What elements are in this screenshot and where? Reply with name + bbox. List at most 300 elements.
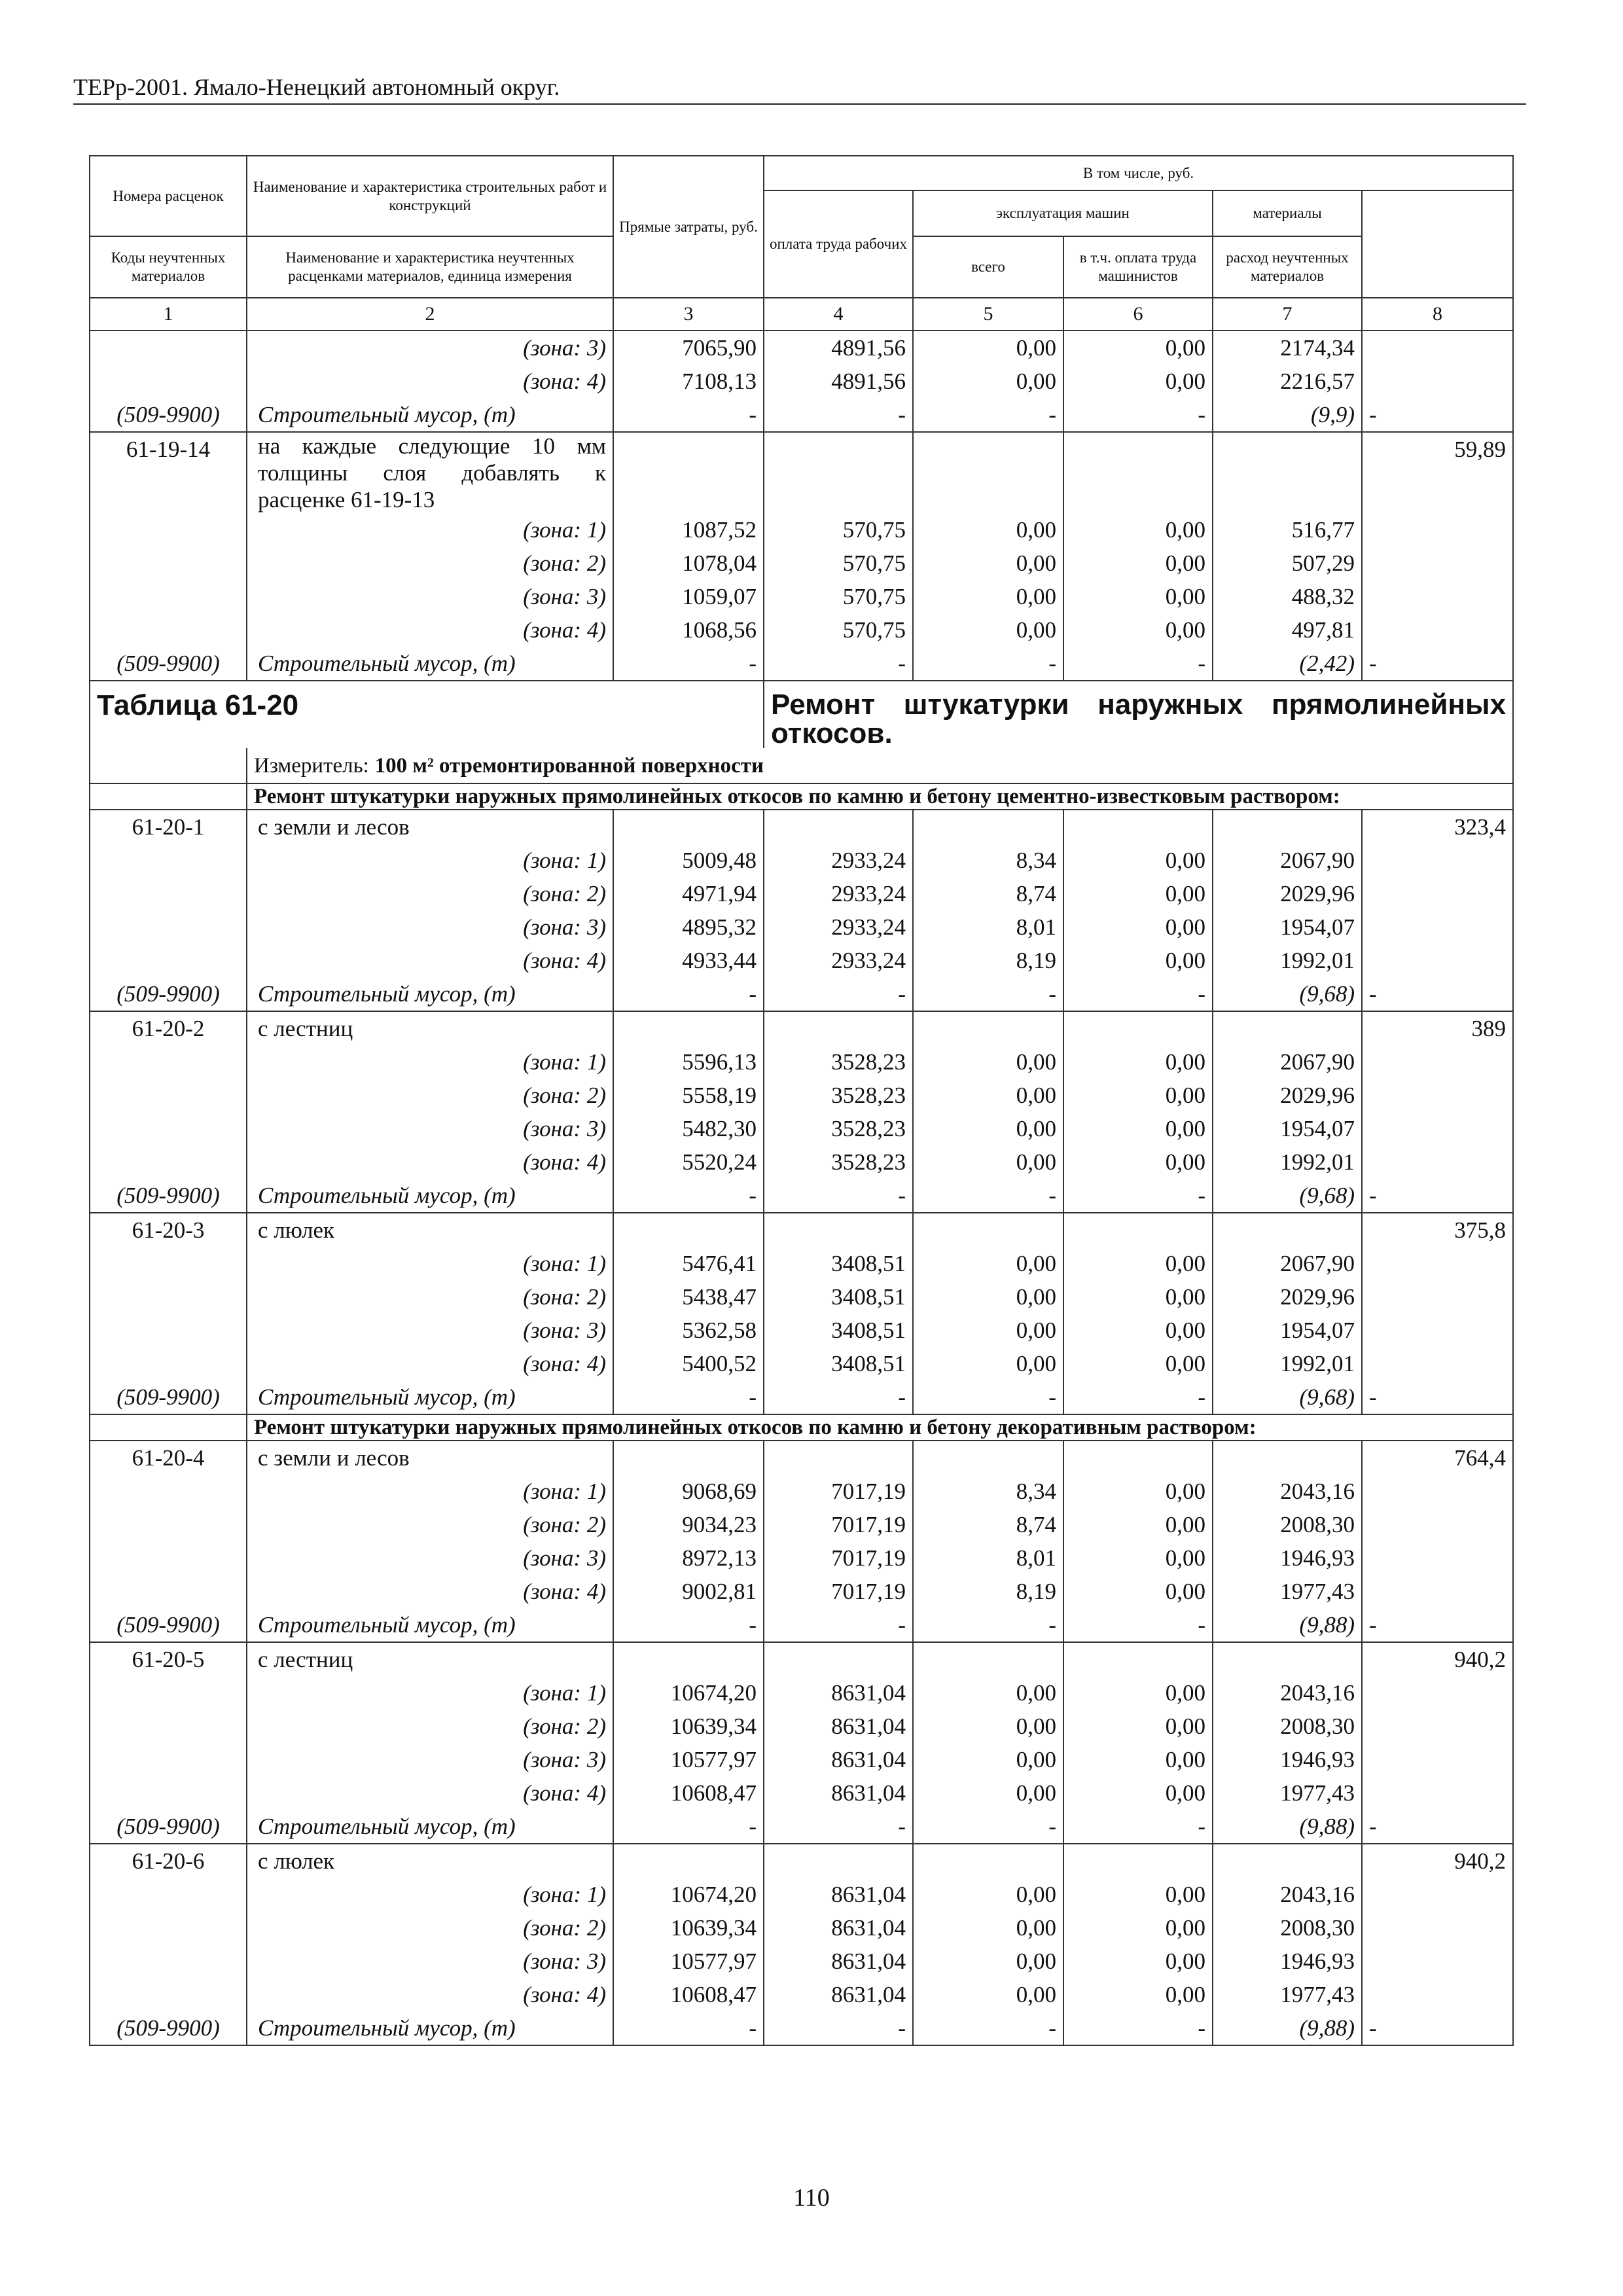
table-row	[90, 977, 1513, 1011]
zone-label: (зона: 3)	[247, 331, 613, 365]
machinists-wages: 0,00	[1063, 1575, 1213, 1608]
machinists-wages: 0,00	[1063, 331, 1213, 365]
empty-cell	[1213, 1213, 1362, 1247]
empty-cell	[913, 1441, 1063, 1475]
debris-dash: -	[1063, 1608, 1213, 1642]
debris-dash: -	[913, 647, 1063, 681]
empty-cell	[1063, 1213, 1213, 1247]
table-row	[90, 748, 1513, 783]
direct-cost: 5009,48	[613, 844, 764, 877]
col-number: 5	[913, 298, 1063, 331]
materials-cost: 488,32	[1213, 580, 1362, 613]
debris-dash: -	[613, 1608, 764, 1642]
zone-label: (зона: 3)	[247, 1314, 613, 1347]
unit-cell	[247, 748, 1513, 783]
rate-code-cell	[90, 1878, 247, 1911]
materials-cost: 497,81	[1213, 613, 1362, 647]
rate-code-cell	[90, 1280, 247, 1314]
machinists-wages: 0,00	[1063, 1145, 1213, 1179]
zone-label: (зона: 4)	[247, 1145, 613, 1179]
table-row	[90, 547, 1513, 580]
labor-value: 764,4	[1362, 1441, 1513, 1475]
table-row	[90, 1079, 1513, 1112]
rate-name: с люлек	[247, 1213, 613, 1247]
table-row	[90, 1179, 1513, 1213]
table-row	[90, 1810, 1513, 1844]
machines-total: 8,01	[913, 910, 1063, 944]
table-row	[90, 647, 1513, 681]
machinists-wages: 0,00	[1063, 1079, 1213, 1112]
wages-cost: 7017,19	[764, 1475, 913, 1508]
wages-cost: 2933,24	[764, 944, 913, 977]
machines-total: 0,00	[913, 331, 1063, 365]
rate-code: 61-20-3	[90, 1213, 247, 1247]
debris-dash: -	[913, 1179, 1063, 1213]
machines-total: 0,00	[913, 1945, 1063, 1978]
direct-cost: 8972,13	[613, 1541, 764, 1575]
debris-dash: -	[913, 977, 1063, 1011]
direct-cost: 4971,94	[613, 877, 764, 910]
direct-cost: 10639,34	[613, 1911, 764, 1945]
wages-cost: 3408,51	[764, 1347, 913, 1380]
table-row	[90, 844, 1513, 877]
debris-value: (9,88)	[1213, 1608, 1362, 1642]
debris-code: (509-9900)	[90, 398, 247, 432]
materials-cost: 2029,96	[1213, 877, 1362, 910]
empty-cell	[764, 432, 913, 513]
zone-label: (зона: 4)	[247, 944, 613, 977]
rate-code: 61-20-6	[90, 1844, 247, 1878]
machines-total: 8,34	[913, 1475, 1063, 1508]
machines-total: 0,00	[913, 365, 1063, 398]
debris-labor-dash: -	[1362, 647, 1513, 681]
zone-label: (зона: 3)	[247, 1541, 613, 1575]
debris-code: (509-9900)	[90, 1380, 247, 1414]
debris-dash: -	[1063, 1810, 1213, 1844]
direct-cost: 1059,07	[613, 580, 764, 613]
direct-cost: 10639,34	[613, 1710, 764, 1743]
labor-cell	[1362, 1776, 1513, 1810]
debris-dash: -	[1063, 647, 1213, 681]
table-row	[90, 1743, 1513, 1776]
debris-name: Строительный мусор, (т)	[247, 1608, 613, 1642]
col-number: 3	[613, 298, 764, 331]
direct-cost: 5400,52	[613, 1347, 764, 1380]
labor-value: 375,8	[1362, 1213, 1513, 1247]
debris-dash: -	[613, 2011, 764, 2045]
materials-cost: 516,77	[1213, 513, 1362, 547]
debris-dash: -	[764, 1380, 913, 1414]
empty-cell	[913, 810, 1063, 844]
empty-cell	[764, 1844, 913, 1878]
labor-value: 940,2	[1362, 1642, 1513, 1676]
rate-code-cell	[90, 1145, 247, 1179]
empty-cell	[1063, 1844, 1213, 1878]
direct-cost: 5482,30	[613, 1112, 764, 1145]
machinists-wages: 0,00	[1063, 1776, 1213, 1810]
labor-cell	[1362, 844, 1513, 877]
col-header-materials: материалы	[1213, 190, 1362, 236]
debris-labor-dash: -	[1362, 1810, 1513, 1844]
direct-cost: 7108,13	[613, 365, 764, 398]
wages-cost: 570,75	[764, 613, 913, 647]
direct-cost: 9002,81	[613, 1575, 764, 1608]
wages-cost: 570,75	[764, 513, 913, 547]
labor-cell	[1362, 331, 1513, 365]
wages-cost: 570,75	[764, 547, 913, 580]
table-row	[90, 1347, 1513, 1380]
labor-cell	[1362, 1575, 1513, 1608]
section-spacer	[90, 1414, 247, 1441]
wages-cost: 2933,24	[764, 844, 913, 877]
table-row	[90, 1911, 1513, 1945]
unit-label: Измеритель:	[254, 754, 369, 778]
materials-cost: 2067,90	[1213, 844, 1362, 877]
machines-total: 8,19	[913, 944, 1063, 977]
wages-cost: 3528,23	[764, 1145, 913, 1179]
table-row	[90, 1112, 1513, 1145]
debris-code: (509-9900)	[90, 1608, 247, 1642]
unit-spacer	[90, 748, 247, 783]
table-row	[90, 1475, 1513, 1508]
rate-code-cell	[90, 1541, 247, 1575]
wages-cost: 3408,51	[764, 1247, 913, 1280]
col-header-total: всего	[913, 236, 1063, 298]
labor-cell	[1362, 877, 1513, 910]
rate-code-cell	[90, 910, 247, 944]
debris-dash: -	[613, 647, 764, 681]
debris-labor-dash: -	[1362, 1380, 1513, 1414]
empty-cell	[1063, 1441, 1213, 1475]
table-row	[90, 944, 1513, 977]
machines-total: 0,00	[913, 1314, 1063, 1347]
empty-cell	[764, 1011, 913, 1045]
zone-label: (зона: 3)	[247, 1945, 613, 1978]
materials-cost: 1954,07	[1213, 1112, 1362, 1145]
table-row	[90, 910, 1513, 944]
empty-cell	[913, 1844, 1063, 1878]
empty-cell	[1063, 1642, 1213, 1676]
labor-cell	[1362, 944, 1513, 977]
materials-cost: 1946,93	[1213, 1945, 1362, 1978]
direct-cost: 5596,13	[613, 1045, 764, 1079]
table-row	[90, 1978, 1513, 2011]
machines-total: 0,00	[913, 1878, 1063, 1911]
col-header-rate-numbers: Номера расценок	[90, 156, 247, 236]
zone-label: (зона: 3)	[247, 910, 613, 944]
machines-total: 8,34	[913, 844, 1063, 877]
debris-code: (509-9900)	[90, 2011, 247, 2045]
machinists-wages: 0,00	[1063, 1541, 1213, 1575]
direct-cost: 4933,44	[613, 944, 764, 977]
wages-cost: 4891,56	[764, 331, 913, 365]
zone-label: (зона: 2)	[247, 877, 613, 910]
debris-dash: -	[613, 1179, 764, 1213]
materials-cost: 2008,30	[1213, 1508, 1362, 1541]
labor-cell	[1362, 1045, 1513, 1079]
labor-cell	[1362, 1475, 1513, 1508]
empty-cell	[1213, 810, 1362, 844]
debris-value: (9,68)	[1213, 1380, 1362, 1414]
direct-cost: 5520,24	[613, 1145, 764, 1179]
materials-cost: 2029,96	[1213, 1280, 1362, 1314]
table-row	[90, 1710, 1513, 1743]
table-row	[90, 1441, 1513, 1475]
rate-code-cell	[90, 1314, 247, 1347]
materials-cost: 2043,16	[1213, 1676, 1362, 1710]
wages-cost: 7017,19	[764, 1575, 913, 1608]
machinists-wages: 0,00	[1063, 1045, 1213, 1079]
machinists-wages: 0,00	[1063, 1475, 1213, 1508]
rate-name: с земли и лесов	[247, 1441, 613, 1475]
debris-labor-dash: -	[1362, 977, 1513, 1011]
debris-dash: -	[913, 1608, 1063, 1642]
table-row	[90, 1844, 1513, 1878]
empty-cell	[1213, 1642, 1362, 1676]
labor-cell	[1362, 1743, 1513, 1776]
debris-dash: -	[613, 398, 764, 432]
materials-cost: 2067,90	[1213, 1247, 1362, 1280]
materials-cost: 2008,30	[1213, 1710, 1362, 1743]
empty-cell	[613, 810, 764, 844]
col-number: 6	[1063, 298, 1213, 331]
direct-cost: 10608,47	[613, 1776, 764, 1810]
machines-total: 0,00	[913, 613, 1063, 647]
zone-label: (зона: 3)	[247, 1743, 613, 1776]
wages-cost: 570,75	[764, 580, 913, 613]
zone-label: (зона: 1)	[247, 844, 613, 877]
debris-dash: -	[764, 647, 913, 681]
zone-label: (зона: 1)	[247, 513, 613, 547]
empty-cell	[613, 1213, 764, 1247]
rate-code-cell	[90, 1945, 247, 1978]
machinists-wages: 0,00	[1063, 1247, 1213, 1280]
zone-label: (зона: 4)	[247, 1347, 613, 1380]
materials-cost: 1992,01	[1213, 1347, 1362, 1380]
rate-code-cell	[90, 944, 247, 977]
materials-cost: 2008,30	[1213, 1911, 1362, 1945]
empty-cell	[913, 1011, 1063, 1045]
zone-label: (зона: 2)	[247, 1710, 613, 1743]
zone-label: (зона: 1)	[247, 1676, 613, 1710]
labor-value: 389	[1362, 1011, 1513, 1045]
rate-code-cell	[90, 331, 247, 365]
debris-dash: -	[1063, 1380, 1213, 1414]
zone-label: (зона: 4)	[247, 1575, 613, 1608]
col-header-machines: эксплуатация машин	[913, 190, 1213, 236]
table-row	[90, 877, 1513, 910]
labor-cell	[1362, 1945, 1513, 1978]
machines-total: 0,00	[913, 1347, 1063, 1380]
materials-cost: 1977,43	[1213, 1776, 1362, 1810]
direct-cost: 5362,58	[613, 1314, 764, 1347]
direct-cost: 9034,23	[613, 1508, 764, 1541]
debris-dash: -	[764, 398, 913, 432]
table-row	[90, 2011, 1513, 2045]
direct-cost: 10577,97	[613, 1743, 764, 1776]
direct-cost: 1078,04	[613, 547, 764, 580]
machinists-wages: 0,00	[1063, 944, 1213, 977]
labor-cell	[1362, 1710, 1513, 1743]
materials-cost: 2067,90	[1213, 1045, 1362, 1079]
debris-value: (2,42)	[1213, 647, 1362, 681]
machines-total: 0,00	[913, 1776, 1063, 1810]
table-row	[90, 432, 1513, 513]
table-row	[90, 1508, 1513, 1541]
machinists-wages: 0,00	[1063, 513, 1213, 547]
machines-total: 8,01	[913, 1541, 1063, 1575]
direct-cost: 5558,19	[613, 1079, 764, 1112]
debris-name: Строительный мусор, (т)	[247, 1380, 613, 1414]
wages-cost: 3408,51	[764, 1314, 913, 1347]
labor-cell	[1362, 1314, 1513, 1347]
rate-code-cell	[90, 1247, 247, 1280]
col-number: 1	[90, 298, 247, 331]
table-row	[90, 681, 1513, 748]
machines-total: 0,00	[913, 547, 1063, 580]
rate-code: 61-19-14	[90, 432, 247, 513]
col-header-codes: Коды неучтенных материалов	[90, 236, 247, 298]
table-row	[90, 1414, 1513, 1441]
machines-total: 0,00	[913, 1911, 1063, 1945]
debris-dash: -	[1063, 977, 1213, 1011]
rate-code-cell	[90, 613, 247, 647]
unit-value: 100 м² отремонтированной поверхности	[374, 754, 764, 778]
machines-total: 0,00	[913, 1743, 1063, 1776]
empty-cell	[613, 1011, 764, 1045]
zone-label: (зона: 2)	[247, 547, 613, 580]
direct-cost: 10608,47	[613, 1978, 764, 2011]
direct-cost: 5438,47	[613, 1280, 764, 1314]
rate-name: на каждые следующие 10 мм толщины слоя добавлять к расценке 61-19-13	[247, 432, 613, 513]
materials-cost: 2043,16	[1213, 1878, 1362, 1911]
materials-cost: 1946,93	[1213, 1743, 1362, 1776]
col-header-unaccounted: расход неучтенных материалов	[1213, 236, 1362, 298]
rate-code-cell	[90, 877, 247, 910]
empty-cell	[1213, 432, 1362, 513]
debris-dash: -	[764, 2011, 913, 2045]
debris-name: Строительный мусор, (т)	[247, 2011, 613, 2045]
labor-cell	[1362, 1978, 1513, 2011]
materials-cost: 507,29	[1213, 547, 1362, 580]
zone-label: (зона: 2)	[247, 1911, 613, 1945]
table-row	[90, 1045, 1513, 1079]
direct-cost: 10674,20	[613, 1676, 764, 1710]
rate-code-cell	[90, 1475, 247, 1508]
labor-cell	[1362, 1145, 1513, 1179]
debris-name: Строительный мусор, (т)	[247, 398, 613, 432]
machines-total: 0,00	[913, 1978, 1063, 2011]
rate-code-cell	[90, 1743, 247, 1776]
debris-dash: -	[613, 1380, 764, 1414]
wages-cost: 3528,23	[764, 1045, 913, 1079]
table-row	[90, 1575, 1513, 1608]
rate-code-cell	[90, 1112, 247, 1145]
section-heading: Ремонт штукатурки наружных прямолинейных откосов по камню и бетону цементно-известковым раствором:	[247, 783, 1513, 810]
rate-code-cell	[90, 1710, 247, 1743]
col-number: 4	[764, 298, 913, 331]
table-row	[90, 1247, 1513, 1280]
table-row	[90, 398, 1513, 432]
debris-labor-dash: -	[1362, 1608, 1513, 1642]
zone-label: (зона: 1)	[247, 1247, 613, 1280]
machines-total: 0,00	[913, 1112, 1063, 1145]
labor-cell	[1362, 613, 1513, 647]
table-row	[90, 1314, 1513, 1347]
empty-cell	[1213, 1441, 1362, 1475]
machinists-wages: 0,00	[1063, 1878, 1213, 1911]
col-header-name: Наименование и характеристика строительных работ и конструкций	[247, 156, 613, 236]
wages-cost: 8631,04	[764, 1945, 913, 1978]
materials-cost: 1977,43	[1213, 1575, 1362, 1608]
debris-labor-dash: -	[1362, 398, 1513, 432]
debris-code: (509-9900)	[90, 647, 247, 681]
debris-labor-dash: -	[1362, 1179, 1513, 1213]
rate-code-cell	[90, 1045, 247, 1079]
machinists-wages: 0,00	[1063, 910, 1213, 944]
rate-name: с люлек	[247, 1844, 613, 1878]
direct-cost: 10674,20	[613, 1878, 764, 1911]
debris-dash: -	[1063, 1179, 1213, 1213]
debris-dash: -	[764, 1608, 913, 1642]
labor-cell	[1362, 1508, 1513, 1541]
debris-name: Строительный мусор, (т)	[247, 1810, 613, 1844]
debris-name: Строительный мусор, (т)	[247, 977, 613, 1011]
machinists-wages: 0,00	[1063, 877, 1213, 910]
machines-total: 0,00	[913, 580, 1063, 613]
machinists-wages: 0,00	[1063, 1314, 1213, 1347]
machines-total: 8,19	[913, 1575, 1063, 1608]
machinists-wages: 0,00	[1063, 1112, 1213, 1145]
machinists-wages: 0,00	[1063, 547, 1213, 580]
section-spacer	[90, 783, 247, 810]
machines-total: 8,74	[913, 1508, 1063, 1541]
table-row	[90, 1642, 1513, 1676]
col-header-incl-machinists: в т.ч. оплата труда машинистов	[1063, 236, 1213, 298]
machines-total: 0,00	[913, 1710, 1063, 1743]
rate-code-cell	[90, 1347, 247, 1380]
debris-name: Строительный мусор, (т)	[247, 647, 613, 681]
zone-label: (зона: 4)	[247, 1776, 613, 1810]
debris-dash: -	[613, 1810, 764, 1844]
materials-cost: 1992,01	[1213, 1145, 1362, 1179]
labor-cell	[1362, 1911, 1513, 1945]
machines-total: 8,74	[913, 877, 1063, 910]
machinists-wages: 0,00	[1063, 580, 1213, 613]
empty-cell	[913, 1642, 1063, 1676]
empty-cell	[1063, 432, 1213, 513]
rate-code-cell	[90, 365, 247, 398]
empty-cell	[764, 1642, 913, 1676]
debris-value: (9,88)	[1213, 2011, 1362, 2045]
machines-total: 0,00	[913, 1676, 1063, 1710]
rates-table	[89, 155, 1514, 2046]
wages-cost: 3528,23	[764, 1079, 913, 1112]
empty-cell	[913, 432, 1063, 513]
debris-dash: -	[613, 977, 764, 1011]
labor-cell	[1362, 1347, 1513, 1380]
zone-label: (зона: 1)	[247, 1045, 613, 1079]
machinists-wages: 0,00	[1063, 1911, 1213, 1945]
materials-cost: 1992,01	[1213, 944, 1362, 977]
empty-cell	[764, 810, 913, 844]
labor-cell	[1362, 547, 1513, 580]
machines-total: 0,00	[913, 1145, 1063, 1179]
labor-cell	[1362, 1878, 1513, 1911]
zone-label: (зона: 2)	[247, 1079, 613, 1112]
zone-label: (зона: 4)	[247, 365, 613, 398]
table-row	[90, 1776, 1513, 1810]
